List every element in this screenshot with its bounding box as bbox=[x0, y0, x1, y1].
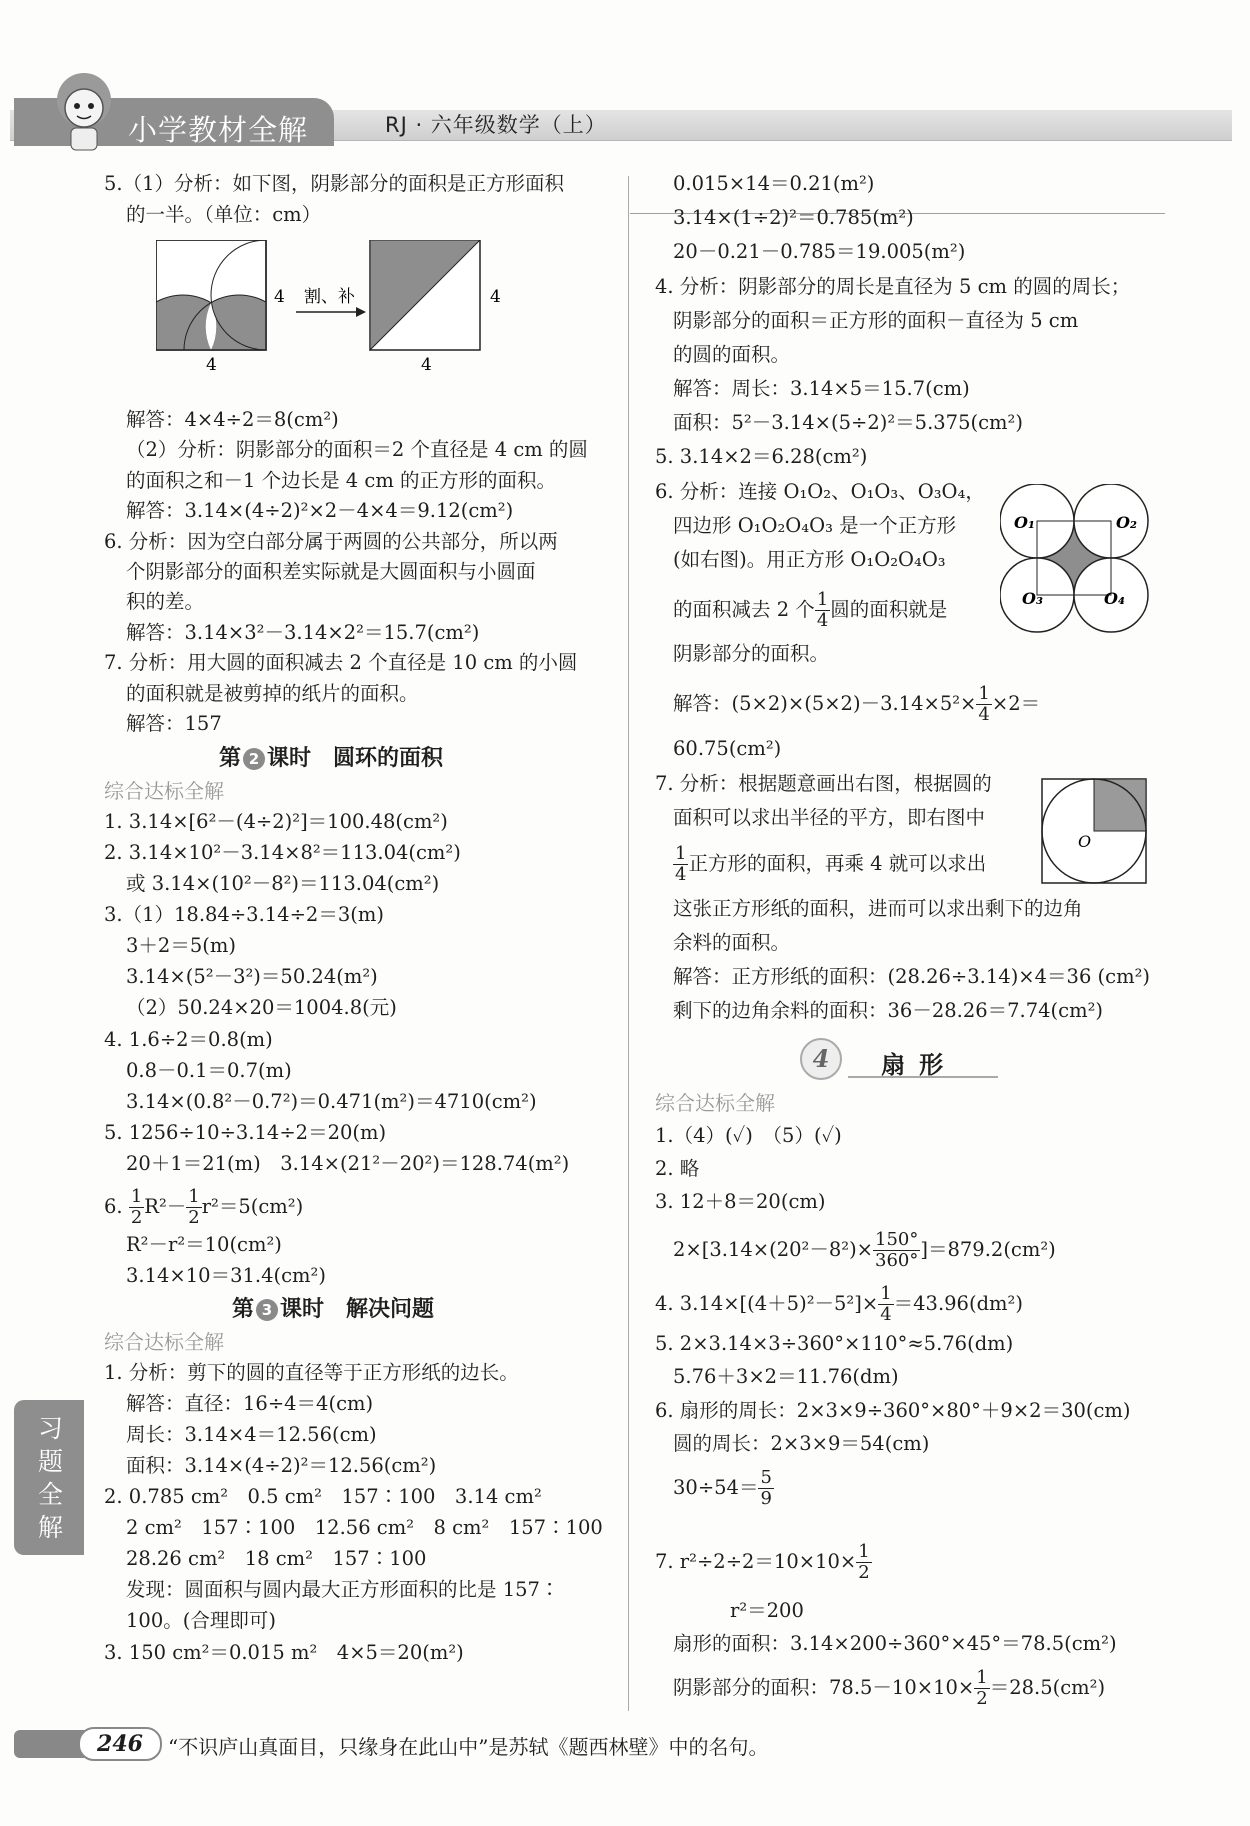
text-line: 2. 略 bbox=[655, 1157, 700, 1180]
text-line: 的面积之和－1 个边长是 4 cm 的正方形的面积。 bbox=[126, 469, 557, 492]
text-line: 面积：3.14×(4÷2)²＝12.56(cm²) bbox=[126, 1454, 437, 1477]
text-line: 2. 0.785 cm² 0.5 cm² 157∶100 3.14 cm² bbox=[104, 1485, 542, 1508]
section-title: 扇形 bbox=[881, 1051, 958, 1079]
fig-arrow-label: 割、补 bbox=[304, 287, 355, 307]
section-subtitle: 综合达标全解 bbox=[104, 1330, 224, 1354]
text-line: 5.76＋3×2＝11.76(dm) bbox=[673, 1365, 899, 1388]
text-line: (如右图)。用正方形 O₁O₂O₄O₃ bbox=[673, 548, 946, 571]
text-line: 剩下的边角余料的面积：36－28.26＝7.74(cm²) bbox=[673, 999, 1103, 1022]
text-line: 面积可以求出半径的平方，即右图中 bbox=[673, 806, 986, 829]
figure-four-circles bbox=[1000, 484, 1150, 636]
fig-side-label: 4 bbox=[490, 287, 501, 307]
text-line: 余料的面积。 bbox=[673, 931, 791, 954]
fig-label-o3: O₃ bbox=[1022, 589, 1043, 608]
text-line: R²－r²＝10(cm²) bbox=[126, 1233, 282, 1256]
section-number-badge: 4 bbox=[800, 1038, 842, 1080]
text-line: 6. 扇形的周长：2×3×9÷360°×80°＋9×2＝30(cm) bbox=[655, 1399, 1131, 1422]
lesson-number-badge: 2 bbox=[243, 748, 265, 770]
text-line: 5. 2×3.14×3÷360°×110°≈5.76(dm) bbox=[655, 1332, 1014, 1355]
fig-label-o1: O₁ bbox=[1014, 513, 1035, 532]
text-line: 7. 分析：根据题意画出右图，根据圆的 bbox=[655, 772, 992, 795]
text-line: 28.26 cm² 18 cm² 157∶100 bbox=[126, 1547, 427, 1570]
text-line: 1.（4）(✓) （5）(✓) bbox=[655, 1124, 842, 1147]
text-line: （2）分析：阴影部分的面积＝2 个直径是 4 cm 的圆 bbox=[126, 438, 588, 461]
side-tab bbox=[14, 1400, 84, 1555]
text-line: 60.75(cm²) bbox=[673, 737, 782, 760]
text-line: 圆的周长：2×3×9＝54(cm) bbox=[673, 1432, 930, 1455]
text-line: 解答：直径：16÷4＝4(cm) bbox=[126, 1392, 374, 1415]
text-line: 100。(合理即可) bbox=[126, 1609, 276, 1632]
fig-label-o2: O₂ bbox=[1116, 513, 1137, 532]
text-line: 解答：周长：3.14×5＝15.7(cm) bbox=[673, 377, 970, 400]
text-line: 3.14×(5²－3²)＝50.24(m²) bbox=[126, 965, 378, 988]
fig-side-label: 4 bbox=[274, 287, 285, 307]
equation-line: 2×[3.14×(20²－8²)× $\frac{150^\circ}{360^\circ}$ ]＝879.2(cm²) bbox=[673, 1229, 1056, 1271]
text-line: 3＋2＝5(m) bbox=[126, 934, 236, 957]
section-underline bbox=[848, 1076, 998, 1078]
text-line: 3.（1）18.84÷3.14÷2＝3(m) bbox=[104, 903, 384, 926]
text-line: 面积：5²－3.14×(5÷2)²＝5.375(cm²) bbox=[673, 411, 1023, 434]
text-line: 或 3.14×(10²－8²)＝113.04(cm²) bbox=[126, 872, 440, 895]
lesson-heading-2: 第 2 课时 圆环的面积 bbox=[219, 746, 444, 771]
text-line: 6. 分析：连接 O₁O₂、O₁O₃、O₃O₄， bbox=[655, 480, 985, 503]
text-line: 2. 3.14×10²－3.14×8²＝113.04(cm²) bbox=[104, 841, 461, 864]
mascot-icon bbox=[44, 70, 124, 152]
text-line: 解答：正方形纸的面积：(28.26÷3.14)×4＝36 (cm²) bbox=[673, 965, 1150, 988]
column-divider bbox=[628, 176, 629, 1711]
fraction: $\frac{1}{4}$ bbox=[978, 683, 990, 725]
page-number: 246 bbox=[78, 1727, 162, 1761]
text-line: 周长：3.14×4＝12.56(cm) bbox=[126, 1423, 377, 1446]
lesson-number-badge: 3 bbox=[256, 1299, 278, 1321]
section-4-heading bbox=[800, 1038, 957, 1080]
text-line: 的一半。（单位：cm） bbox=[126, 203, 322, 226]
text-line: 0.015×14＝0.21(m²) bbox=[673, 172, 875, 195]
text-line: 扇形的面积：3.14×200÷360°×45°＝78.5(cm²) bbox=[673, 1632, 1117, 1655]
text-line: 解答：3.14×3²－3.14×2²＝15.7(cm²) bbox=[126, 621, 480, 644]
text-line: 4. 分析：阴影部分的周长是直径为 5 cm 的圆的周长； bbox=[655, 275, 1131, 298]
text-line: 20＋1＝21(m) 3.14×(21²－20²)＝128.74(m²) bbox=[126, 1152, 570, 1175]
text-line: （2）50.24×20＝1004.8(元) bbox=[126, 996, 397, 1019]
text-line: 20－0.21－0.785＝19.005(m²) bbox=[673, 240, 966, 263]
equation-line: $\frac{1}{4}$ 正方形的面积，再乘 4 就可以求出 bbox=[675, 843, 987, 885]
edition-label: RJ · 六年级数学（上） bbox=[385, 113, 607, 137]
fraction: $\frac{1}{4}$ bbox=[880, 1283, 892, 1325]
equation-line: 4. 3.14×[(4＋5)²－5²]× $\frac{1}{4}$ ＝43.96(dm²) bbox=[655, 1283, 1023, 1325]
text-line: 这张正方形纸的面积，进而可以求出剩下的边角 bbox=[673, 897, 1083, 920]
text-line: 阴影部分的面积。 bbox=[673, 642, 830, 665]
text-line: 解答：4×4÷2＝8(cm²) bbox=[126, 408, 339, 431]
text-line: 四边形 O₁O₂O₄O₃ 是一个正方形 bbox=[673, 514, 957, 537]
text-line: 积的差。 bbox=[126, 590, 205, 613]
fig-label-o4: O₄ bbox=[1104, 589, 1125, 608]
text-line: 3.14×10＝31.4(cm²) bbox=[126, 1264, 326, 1287]
fig-bottom-label: 4 bbox=[206, 355, 217, 375]
fraction: $\frac{1}{4}$ bbox=[816, 589, 829, 631]
fraction: $\frac{1}{2}$ bbox=[976, 1667, 988, 1709]
text-line: 3. 12＋8＝20(cm) bbox=[655, 1190, 826, 1213]
text-line: 6. 分析：因为空白部分属于两圆的公共部分，所以两 bbox=[104, 530, 558, 553]
section-subtitle: 综合达标全解 bbox=[655, 1091, 775, 1115]
lesson-heading-3: 第 3 课时 解决问题 bbox=[232, 1297, 435, 1322]
fraction: $\frac{1}{2}$ bbox=[858, 1541, 870, 1583]
figure-cut-paste bbox=[156, 240, 516, 385]
text-line: 3. 150 cm²＝0.015 m² 4×5＝20(m²) bbox=[104, 1641, 464, 1664]
text-line: 2 cm² 157∶100 12.56 cm² 8 cm² 157∶100 bbox=[126, 1516, 603, 1539]
equation-line: 30÷54＝ $\frac{5}{9}$ bbox=[673, 1467, 772, 1509]
text-line: 5.（1）分析：如下图，阴影部分的面积是正方形面积 bbox=[104, 172, 565, 195]
fraction: $\frac{150^\circ}{360^\circ}$ bbox=[875, 1229, 919, 1271]
text-line: 发现：圆面积与圆内最大正方形面积的比是 157∶ bbox=[126, 1578, 560, 1601]
text-line: 的圆的面积。 bbox=[673, 343, 791, 366]
section-subtitle: 综合达标全解 bbox=[104, 779, 224, 803]
side-tab-label: 习题全解 bbox=[38, 1414, 64, 1542]
fig-bottom-label: 4 bbox=[421, 355, 432, 375]
text-line: r²＝200 bbox=[730, 1599, 804, 1622]
fraction: $\frac{1}{2}$ bbox=[188, 1186, 200, 1228]
text-line: 解答：3.14×(4÷2)²×2－4×4＝9.12(cm²) bbox=[126, 499, 514, 522]
footer-quote: “不识庐山真面目，只缘身在此山中”是苏轼《题西林壁》中的名句。 bbox=[168, 1735, 769, 1759]
text-line: 解答：157 bbox=[126, 712, 222, 735]
equation-line: 阴影部分的面积：78.5－10×10× $\frac{1}{2}$ ＝28.5(cm²) bbox=[673, 1667, 1106, 1709]
text-line: 3.14×(0.8²－0.7²)＝0.471(m²)＝4710(cm²) bbox=[126, 1090, 537, 1113]
fraction: $\frac{1}{4}$ bbox=[675, 843, 687, 885]
text-line: 7. 分析：用大圆的面积减去 2 个直径是 10 cm 的小圆 bbox=[104, 651, 578, 674]
equation-line: 7. r²÷2÷2＝10×10× $\frac{1}{2}$ bbox=[655, 1541, 870, 1583]
text-line: 个阴影部分的面积差实际就是大圆面积与小圆面 bbox=[126, 560, 536, 583]
fraction: $\frac{5}{9}$ bbox=[760, 1467, 772, 1509]
text-line: 5. 1256÷10÷3.14÷2＝20(m) bbox=[104, 1121, 387, 1144]
text-line: 3.14×(1÷2)²＝0.785(m²) bbox=[673, 206, 914, 229]
text-line: 5. 3.14×2＝6.28(cm²) bbox=[655, 445, 868, 468]
brand-title: 小学教材全解 bbox=[128, 113, 309, 147]
figure-quarter-circle bbox=[1040, 777, 1148, 885]
text-line: 4. 1.6÷2＝0.8(m) bbox=[104, 1028, 273, 1051]
equation-line: 的面积减去 2 个 $\frac{1}{4}$ 圆的面积就是 bbox=[673, 589, 948, 631]
text-line: 阴影部分的面积＝正方形的面积－直径为 5 cm bbox=[673, 309, 1079, 332]
equation-line: 6. $\frac{1}{2}$ R²－ $\frac{1}{2}$ r²＝5(cm²) bbox=[104, 1186, 304, 1228]
text-line: 0.8－0.1＝0.7(m) bbox=[126, 1059, 292, 1082]
text-line: 1. 3.14×[6²－(4÷2)²]＝100.48(cm²) bbox=[104, 810, 448, 833]
equation-line: 解答：(5×2)×(5×2)－3.14×5²× $\frac{1}{4}$ ×2＝ bbox=[673, 683, 1041, 725]
fraction: $\frac{1}{2}$ bbox=[130, 1186, 143, 1228]
fig-label-o: O bbox=[1078, 832, 1092, 851]
text-line: 的面积就是被剪掉的纸片的面积。 bbox=[126, 682, 419, 705]
text-line: 1. 分析：剪下的圆的直径等于正方形纸的边长。 bbox=[104, 1361, 519, 1384]
